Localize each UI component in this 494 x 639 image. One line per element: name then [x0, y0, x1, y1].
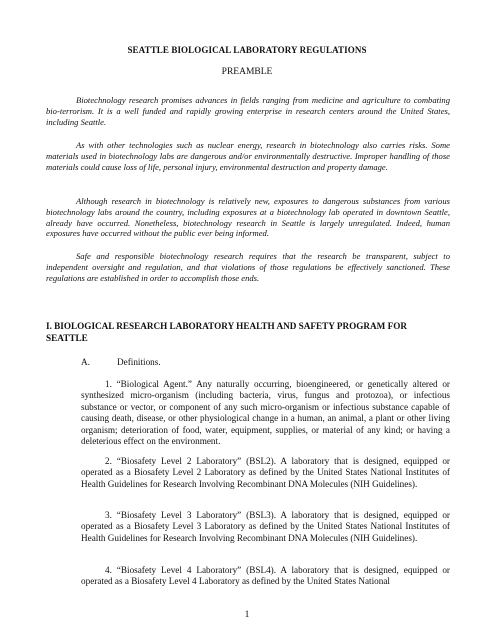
subsection-heading — [81, 357, 161, 367]
section-heading: I. BIOLOGICAL RESEARCH LABORATORY HEALTH AND SAFETY PROGRAM FOR SEATTLE — [46, 321, 408, 343]
document-title: SEATTLE BIOLOGICAL LABORATORY REGULATIONS — [127, 45, 367, 55]
preamble-paragraph: Safe and responsible biotechnology research requires that the research be transparent, subject to independent oversight and regulation, and that violations of those regulations be effectively sanctioned. These regulations are established in order to accomplish those ends. — [46, 251, 450, 283]
page-number: 1 — [244, 610, 250, 620]
preamble-paragraph: Biotechnology research promises advances in fields ranging from medicine and agriculture to combating bio-terrorism. It is a well funded and rapidly growing enterprise in research centers around the United States, including Seattle. — [46, 95, 450, 127]
subsection-letter: A. — [81, 357, 90, 367]
subsection-title: Definitions. — [117, 357, 161, 367]
definition-item: 2. “Biosafety Level 2 Laboratory” (BSL2). A laboratory that is designed, equipped or operated as a Biosafety Level 2 Laboratory as defined by the United States National Institutes of Health Guidelines for Research Involving Recombinant DNA Molecules (NIH Guidelines). — [81, 456, 450, 489]
preamble-heading: PREAMBLE — [221, 67, 273, 77]
definition-item: 4. “Biosafety Level 4 Laboratory” (BSL4). A laboratory that is designed, equipped or operated as a Biosafety Level 4 Laboratory as defined by the United States National — [81, 565, 450, 587]
definition-item: 1. “Biological Agent.” Any naturally occurring, bioengineered, or genetically altered or synthesized micro-organism (including bacteria, virus, fungus and protozoa), or infectious substance or vector, or component of any such micro-organism or infectious substance capable of causing death, disease, or other physiological change in a human, an animal, a plant or other living organism; deterioration of food, water, equipment, supplies, or material of any kind; or having a deleterious effect on the environment. — [81, 379, 450, 447]
preamble-paragraph: Although research in biotechnology is relatively new, exposures to dangerous substances from various biotechnology labs around the country, including exposures at a biotechnology lab operated in downtown Seattle, already have occurred. Nonetheless, biotechnology research in Seattle is largely unregulated. Indeed, human exposures have occurred without the public ever being informed. — [46, 196, 450, 239]
preamble-paragraph: As with other technologies such as nuclear energy, research in biotechnology also carries risks. Some materials used in biotechnology labs are dangerous and/or environmentally destructive. Improper handling of those materials could cause loss of life, personal injury, environmental destruction and property damage. — [46, 140, 450, 172]
definition-item: 3. “Biosafety Level 3 Laboratory” (BSL3). A laboratory that is designed, equipped or operated as a Biosafety Level 3 Laboratory as defined by the United States National Institutes of Health Guidelines for Research Involving Recombinant DNA Molecules (NIH Guidelines). — [81, 510, 450, 543]
